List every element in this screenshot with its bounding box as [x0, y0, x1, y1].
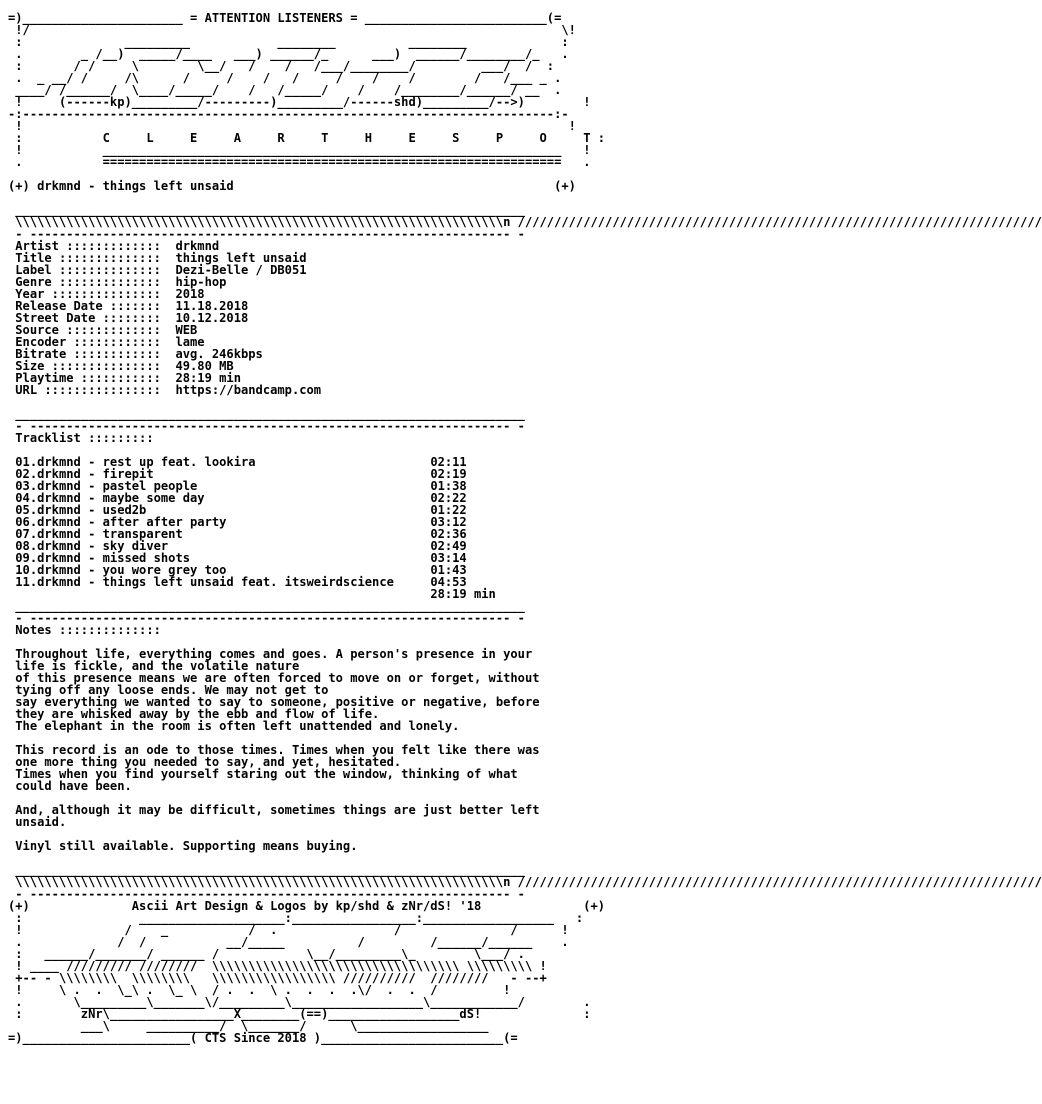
footer-line: =)_______________________( CTS Since 2018 )_________________________(= — [8, 1031, 518, 1045]
track-time: 01:22 — [430, 503, 467, 517]
track-time: 03:14 — [430, 551, 467, 565]
track-name: 01.drkmnd - rest up feat. lookira — [15, 455, 256, 469]
header-separator: -:-------------------------------------------------------------------------:- — [8, 107, 569, 121]
info-label: Title :::::::::::::: — [8, 251, 161, 265]
info-label: URL :::::::::::::::: — [8, 383, 161, 397]
track-name: 05.drkmnd - used2b — [15, 503, 147, 517]
track-name: 06.drkmnd - after after party — [15, 515, 227, 529]
tracklist-heading: Tracklist ::::::::: — [8, 431, 154, 445]
info-value: drkmnd — [175, 239, 220, 253]
info-row — [8, 383, 321, 397]
info-value: hip-hop — [175, 275, 227, 289]
info-value: 49.80 MB — [175, 359, 234, 373]
info-value: WEB — [175, 323, 198, 337]
track-time: 01:38 — [430, 479, 467, 493]
track-name: 09.drkmnd - missed shots — [15, 551, 191, 565]
info-value: 28:19 min — [175, 371, 241, 385]
tracklist — [8, 455, 496, 601]
info-label: Source ::::::::::::: — [8, 323, 161, 337]
info-value: avg. 246kbps — [175, 347, 263, 361]
track-row — [8, 575, 467, 589]
title-block: ! ! : C L E A R T H E S P O T : ! _______________________________________________________________ ! . =============================================================== . — [15, 119, 606, 169]
ascii-footer-logo: : ____________________:_________________:__________________ : ! / _ / . / / ! . / / __/_____ / /______/______ . : ______/_______/ ______ / \__/_________\_ \___/ . ! ____ ///////// //////// \\\\\\\\\\\\\\\\\\\\\\\\\\\\\\\\\\ \\\\\\\\\ ! +-- - \\\\\\\\ \\\\\\\\ \\\\\\\\\\\\\\\\\ ////////// //////// - --+ ! \ . . \_\ . \_ \ / . . \ . . . .\/ . . / ! . \_________\_______\/_________\__________________\____________/ . : zNr\_________________X________(==)__________________dS! : ___\ __________/ \_______/ \__________________ — [15, 911, 591, 1033]
info-label: Year ::::::::::::::: — [8, 287, 161, 301]
track-name: 11.drkmnd - things left unsaid feat. itsweirdscience — [15, 575, 394, 589]
ascii-header-logo: =)______________________ = ATTENTION LISTENERS = _________________________(= !/ \! : _________ ________ ________ : . _ /__) _____/____ ___) ______/_ ___) ______/________/_ . : / / \ \__/ / / /___/________/ ___/ / : . _ __/ / /\ / / / / / / / / /___ _ . ____/ /______/ \____/_____/ / /_____/ / /________/______/ __ . ! (------kp)_________/---------)_________/------shd)_________/-->) ! — [8, 11, 591, 109]
track-time: 02:36 — [430, 527, 467, 541]
slash-band-bottom: ______________________________________________________________________ \\\\\\\\\\\\\\\\\\\\\\\\\\\\\\\\\\\\\\\\\\\\\\\\\\\\\\\\\\\\\\\\\\\n //////////////////////////////////////////////////////////////////////// - ------------------------------------------------------------------ - — [15, 863, 1042, 901]
track-time: 03:12 — [430, 515, 467, 529]
info-label: Label :::::::::::::: — [8, 263, 161, 277]
info-value: things left unsaid — [175, 251, 307, 265]
track-time: 02:19 — [430, 467, 467, 481]
notes-heading: Notes :::::::::::::: — [8, 623, 161, 637]
release-heading: (+) drkmnd - things left unsaid (+) — [8, 179, 576, 193]
info-label: Playtime ::::::::::: — [8, 371, 161, 385]
track-name: 10.drkmnd - you wore grey too — [15, 563, 227, 577]
track-name: 02.drkmnd - firepit — [15, 467, 154, 481]
info-value: 2018 — [175, 287, 205, 301]
info-label: Encoder :::::::::::: — [8, 335, 161, 349]
track-name: 07.drkmnd - transparent — [15, 527, 183, 541]
track-time: 04:53 — [430, 575, 467, 589]
section-rule-info: ______________________________________________________________________ - ------------------------------------------------------------------ - — [15, 407, 525, 433]
info-value: 10.12.2018 — [175, 311, 249, 325]
track-time: 01:43 — [430, 563, 467, 577]
release-info — [8, 239, 321, 397]
info-label: Size ::::::::::::::: — [8, 359, 161, 373]
section-rule-tracklist: ______________________________________________________________________ - ------------------------------------------------------------------ - — [15, 599, 525, 625]
info-value: Dezi-Belle / DB051 — [175, 263, 307, 277]
info-value: lame — [175, 335, 205, 349]
track-time: 02:49 — [430, 539, 467, 553]
track-time: 02:22 — [430, 491, 467, 505]
info-label: Street Date :::::::: — [8, 311, 161, 325]
info-value: 11.18.2018 — [175, 299, 249, 313]
track-time: 02:11 — [430, 455, 467, 469]
total-playtime: 28:19 min — [430, 587, 496, 601]
info-label: Artist ::::::::::::: — [8, 239, 161, 253]
info-label: Genre :::::::::::::: — [8, 275, 161, 289]
track-name: 04.drkmnd - maybe some day — [15, 491, 205, 505]
notes-text: Throughout life, everything comes and goes. A person's presence in your life is fickle, and the volatile nature of this presence means we are often forced to move on or forget, without tying off any loose ends. We may not get to say everything we wanted to say to someone, positive or negative, before they are whisked away by the ebb and flow of life. The elephant in the room is often left unattended and lonely. This record is an ode to those times. Times when you felt like there was one more thing you needed to say, and yet, hesitated. Times when you find yourself staring out the window, thinking of what could have been. And, although it may be difficult, sometimes things are just better left unsaid. Vinyl still available. Supporting means buying. — [15, 647, 540, 853]
track-name: 03.drkmnd - pastel people — [15, 479, 198, 493]
info-label: Bitrate :::::::::::: — [8, 347, 161, 361]
slash-band-top: ______________________________________________________________________ \\\\\\\\\\\\\\\\\\\\\\\\\\\\\\\\\\\\\\\\\\\\\\\\\\\\\\\\\\\\\\\\\\\n //////////////////////////////////////////////////////////////////////// - ------------------------------------------------------------------ - — [15, 203, 1042, 241]
info-label: Release Date ::::::: — [8, 299, 161, 313]
track-name: 08.drkmnd - sky diver — [15, 539, 169, 553]
info-value: https://bandcamp.com — [175, 383, 322, 397]
credits-heading: (+) Ascii Art Design & Logos by kp/shd & zNr/dS! '18 (+) — [8, 899, 606, 913]
